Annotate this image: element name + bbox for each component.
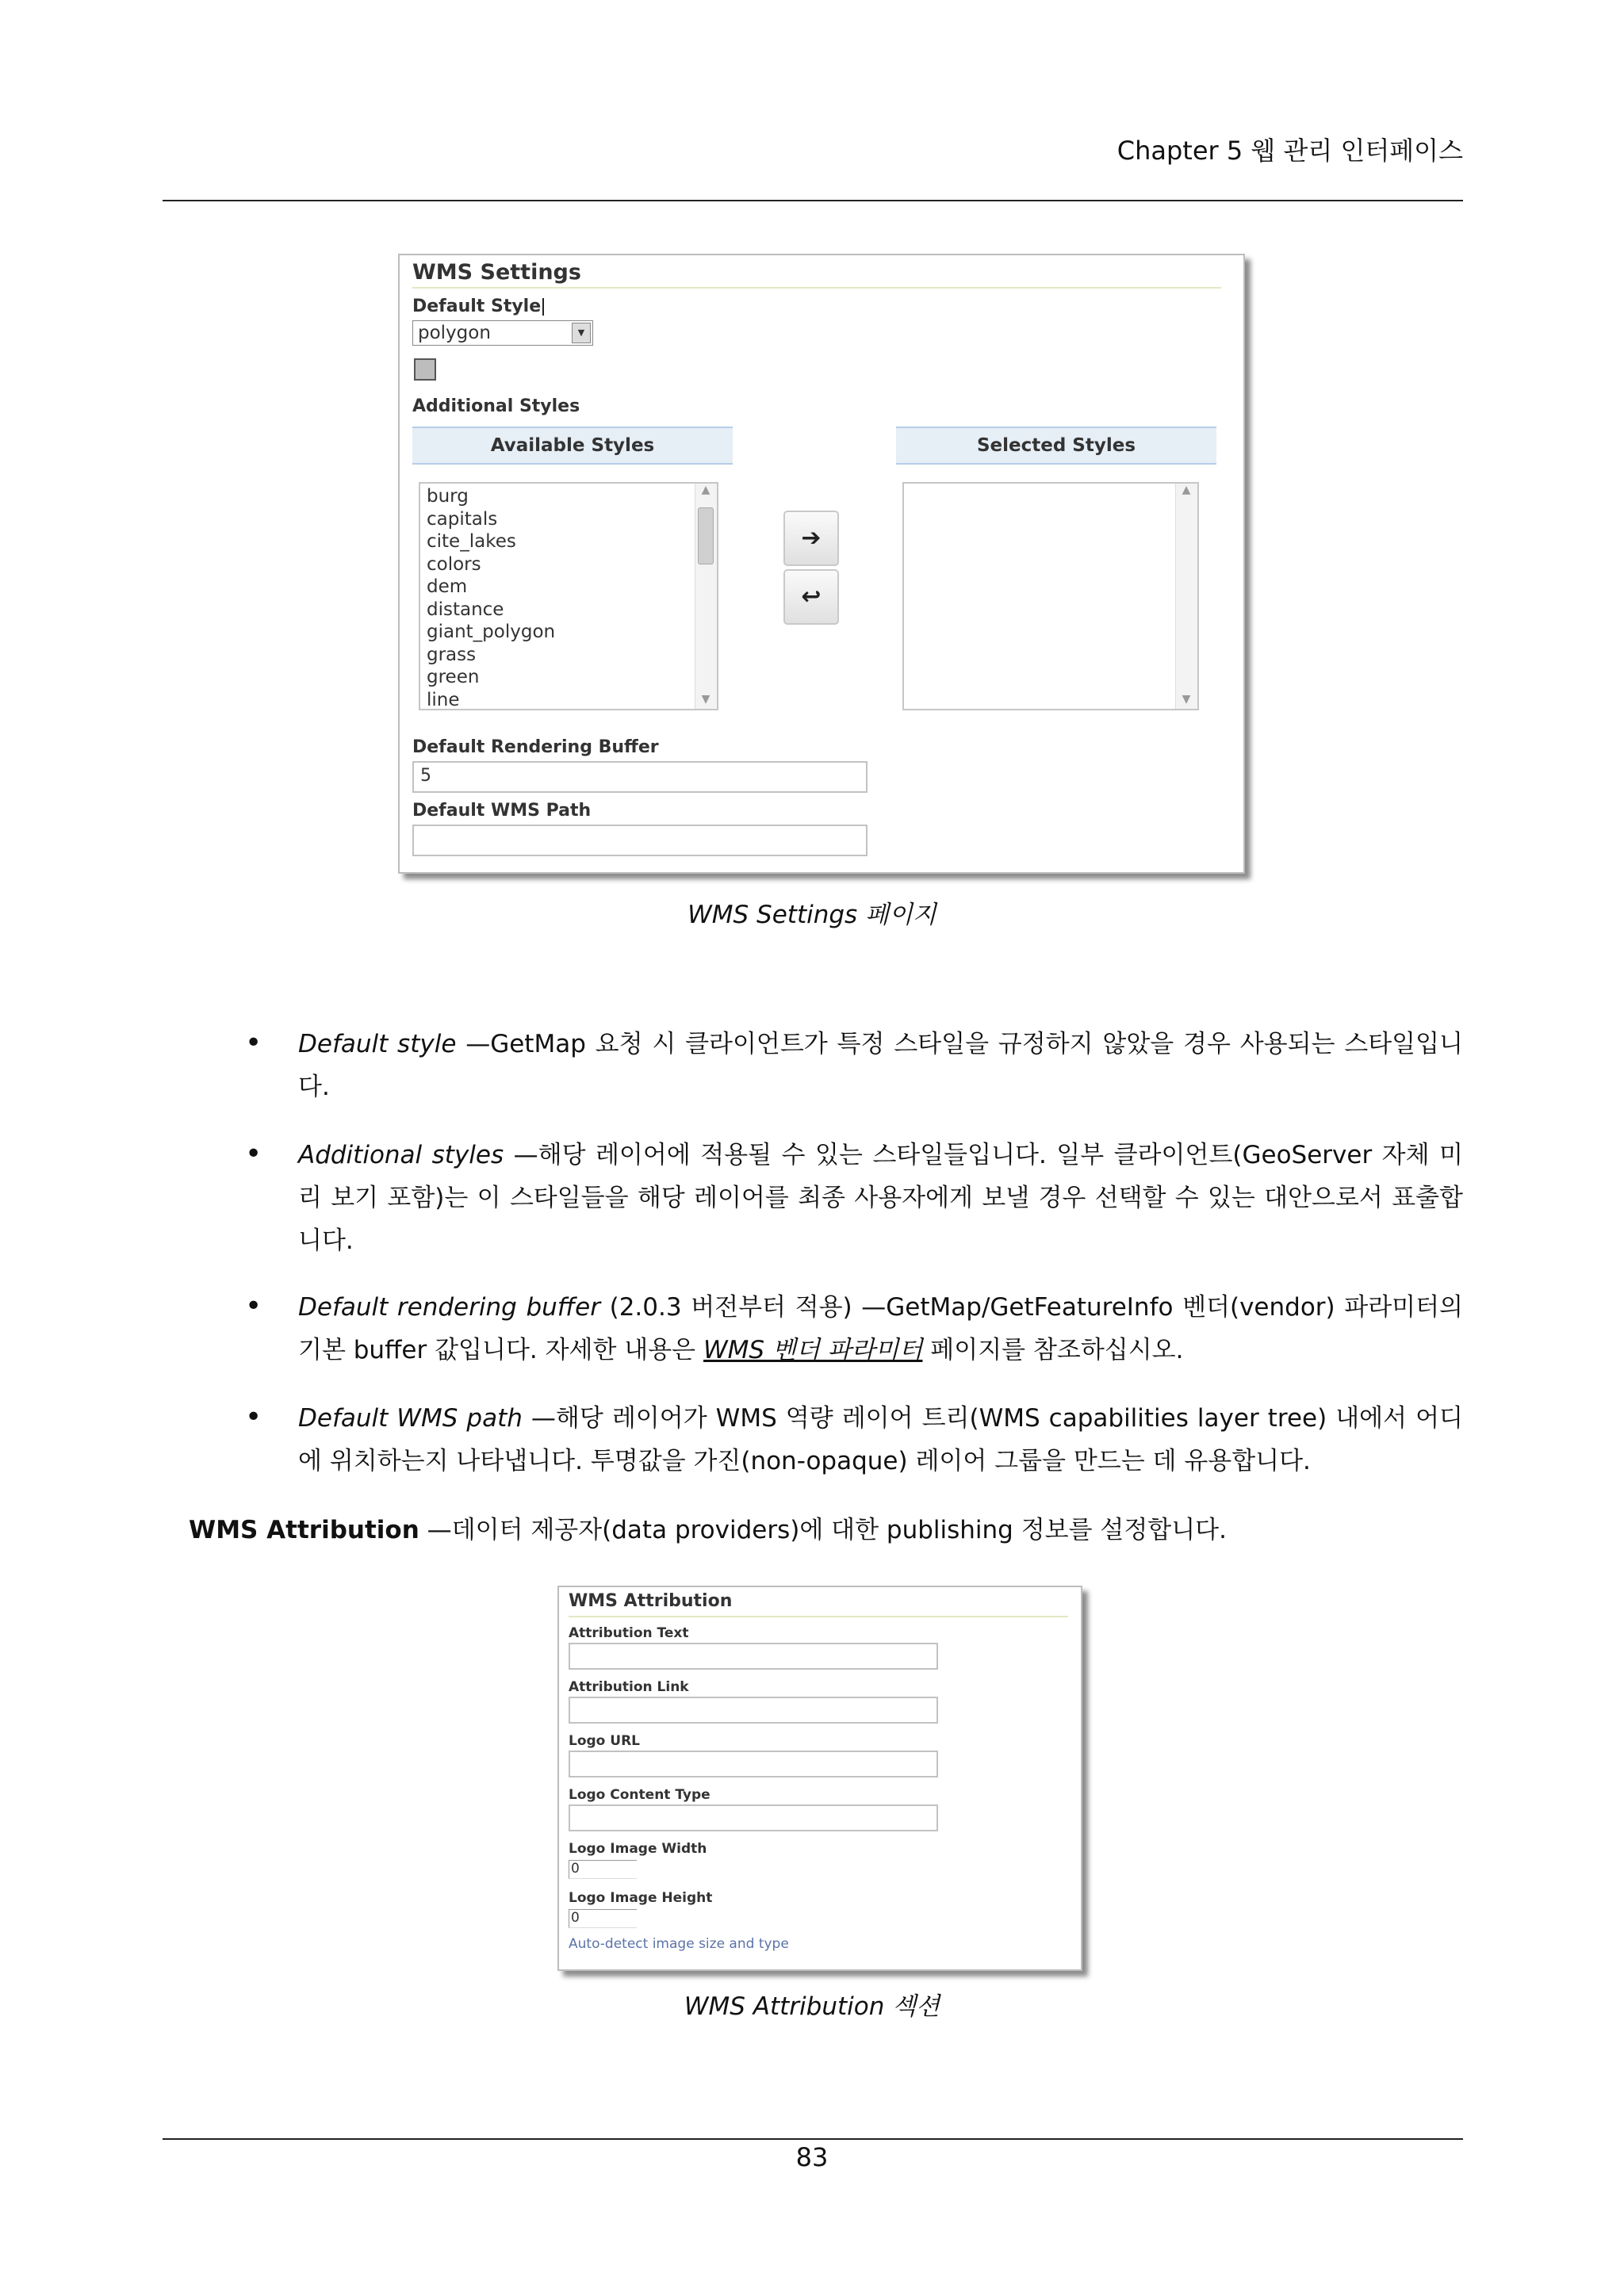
list-item[interactable]: colors xyxy=(427,553,481,575)
available-styles-header: Available Styles xyxy=(412,427,733,465)
move-left-button[interactable] xyxy=(783,569,839,625)
default-style-label: Default Style xyxy=(412,297,544,316)
figure1-caption: WMS Settings 페이지 xyxy=(688,901,936,929)
figure2-caption: WMS Attribution 섹션 xyxy=(684,1992,940,2021)
description: (2.0.3 버전부터 적용) —GetMap/GetFeatureInfo 벤더(vendor) 파라미터의 기본 buffer 값입니다. 자세한 내용은 xyxy=(298,1293,1463,1364)
attribution-text-label: Attribution Text xyxy=(569,1625,689,1641)
rendering-buffer-label: Default Rendering Buffer xyxy=(412,737,659,757)
term: Default style xyxy=(298,1030,457,1058)
scroll-down-icon[interactable]: ▼ xyxy=(1182,693,1191,706)
list-item[interactable]: burg xyxy=(427,486,469,507)
selected-styles-list[interactable] xyxy=(902,482,1199,710)
autodetect-link[interactable]: Auto-detect image size and type xyxy=(569,1936,789,1952)
logo-height-label: Logo Image Height xyxy=(569,1890,713,1906)
list-item[interactable]: grass xyxy=(427,644,477,665)
attribution-link-label: Attribution Link xyxy=(569,1679,689,1695)
list-item[interactable]: green xyxy=(427,667,480,687)
bullet-default-style xyxy=(298,1023,1463,1108)
term: Default WMS path xyxy=(298,1404,523,1433)
logo-url-input[interactable] xyxy=(569,1751,938,1777)
term: Additional styles xyxy=(298,1141,504,1169)
list-item[interactable]: giant_polygon xyxy=(427,622,556,642)
logo-url-label: Logo URL xyxy=(569,1733,641,1749)
bullet-rendering-buffer xyxy=(298,1286,1463,1372)
title-underline xyxy=(412,287,1221,289)
move-right-button[interactable] xyxy=(783,511,839,566)
wms-path-input[interactable] xyxy=(412,825,868,856)
available-styles-scrollbar[interactable] xyxy=(695,484,717,709)
logo-content-type-label: Logo Content Type xyxy=(569,1787,710,1803)
vendor-params-link[interactable]: WMS 벤더 파라미터 xyxy=(703,1336,923,1364)
default-style-select[interactable] xyxy=(412,320,593,346)
term: Default rendering buffer xyxy=(298,1293,600,1322)
bullet-dot: • xyxy=(245,1290,262,1322)
logo-height-input[interactable]: 0 xyxy=(569,1909,637,1928)
title-underline xyxy=(569,1616,1068,1617)
description: —데이터 제공자(data providers)에 대한 publishing 정보를 설정합니다. xyxy=(419,1516,1227,1544)
list-item[interactable]: distance xyxy=(427,599,504,620)
description: —해당 레이어가 WMS 역량 레이어 트리(WMS capabilities layer tree) 내에서 어디에 위치하는지 나타냅니다. 투명값을 가진(non-opaque) 레이어 그룹을 만드는 데 유용합니다. xyxy=(298,1404,1463,1475)
default-style-value: polygon xyxy=(418,323,491,343)
style-checkbox[interactable] xyxy=(414,358,436,381)
bullet-wms-path xyxy=(298,1397,1463,1483)
text-caret xyxy=(542,298,544,316)
logo-width-label: Logo Image Width xyxy=(569,1841,707,1857)
header-rule xyxy=(163,200,1463,201)
scroll-thumb[interactable] xyxy=(698,507,714,564)
arrow-right-icon: ➔ xyxy=(801,524,822,552)
list-item[interactable]: capitals xyxy=(427,508,498,530)
bullet-dot: • xyxy=(245,1027,262,1059)
wms-path-label: Default WMS Path xyxy=(412,801,592,821)
logo-content-type-input[interactable] xyxy=(569,1804,938,1831)
scroll-up-icon[interactable]: ▲ xyxy=(701,484,710,496)
term: WMS Attribution xyxy=(189,1516,419,1544)
bullet-dot: • xyxy=(245,1401,262,1433)
description: —해당 레이어에 적용될 수 있는 스타일들입니다. 일부 클라이언트(GeoServer 자체 미리 보기 포함)는 이 스타일들을 해당 레이어를 최종 사용자에게 보낼 경우 선택할 수 있는 대안으로서 표출합니다. xyxy=(298,1141,1464,1255)
selected-styles-header: Selected Styles xyxy=(896,427,1216,465)
wms-settings-title: WMS Settings xyxy=(412,260,581,285)
list-item[interactable]: dem xyxy=(427,576,468,597)
available-styles-list[interactable] xyxy=(419,482,718,710)
description: 페이지를 참조하십시오. xyxy=(922,1336,1184,1364)
attribution-link-input[interactable] xyxy=(569,1697,938,1724)
description: —GetMap 요청 시 클라이언트가 특정 스타일을 규정하지 않았을 경우 사용되는 스타일입니다. xyxy=(298,1030,1463,1101)
wms-attribution-panel xyxy=(557,1586,1082,1971)
footer-rule xyxy=(163,2138,1463,2140)
wms-attribution-paragraph xyxy=(189,1509,1473,1552)
selected-styles-scrollbar[interactable] xyxy=(1175,484,1197,709)
available-styles-items xyxy=(420,484,717,713)
additional-styles-label: Additional Styles xyxy=(412,396,580,416)
page-number: 83 xyxy=(795,2142,829,2172)
list-item[interactable]: line xyxy=(427,689,460,710)
list-item[interactable]: cite_lakes xyxy=(427,531,516,552)
scroll-down-icon[interactable]: ▼ xyxy=(701,693,710,706)
chevron-down-icon: ▼ xyxy=(572,323,591,343)
wms-settings-panel xyxy=(398,254,1245,874)
bullet-dot: • xyxy=(245,1138,262,1170)
arrow-left-icon: ↩ xyxy=(801,583,822,610)
scroll-up-icon[interactable]: ▲ xyxy=(1182,484,1191,496)
running-header: Chapter 5 웹 관리 인터페이스 xyxy=(1116,136,1463,166)
attribution-text-input[interactable] xyxy=(569,1643,938,1670)
bullet-additional-styles xyxy=(298,1134,1463,1262)
logo-width-input[interactable]: 0 xyxy=(569,1860,637,1879)
rendering-buffer-input[interactable]: 5 xyxy=(412,761,868,793)
wms-attribution-title: WMS Attribution xyxy=(569,1591,733,1611)
